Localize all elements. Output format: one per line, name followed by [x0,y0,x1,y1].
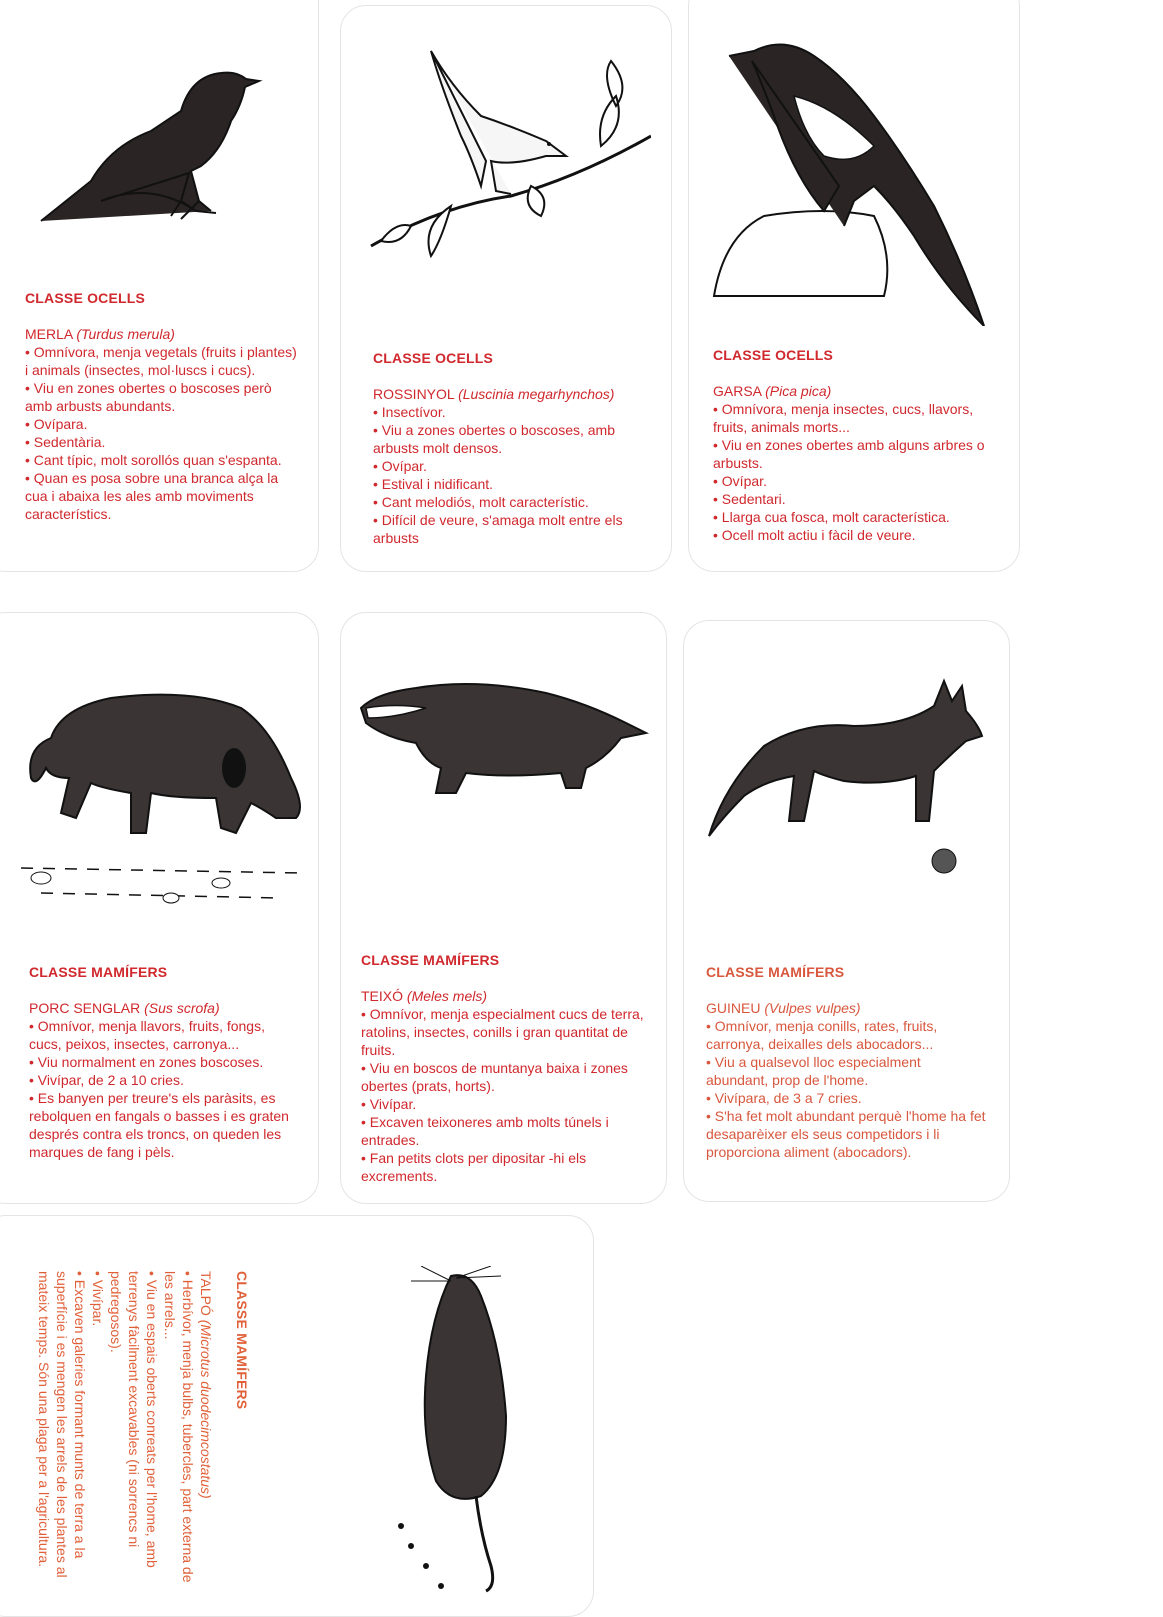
class-label: CLASSE MAMÍFERS [706,964,845,980]
bullet: • Excaven galeries formant munts de terra a la superfície i es mengen les arrels de les plantes al mateix temps. Són una plaga per a l'agricultura. [36,1271,88,1578]
card-porc-senglar [0,612,319,1204]
scientific-name: (Microtus duodecimcostatus) [198,1319,214,1499]
card-teixo [340,612,667,1204]
class-label: CLASSE OCELLS [713,347,834,363]
bullet: • Estival i nidificant. [373,476,494,492]
bullet: • Quan es posa sobre una branca alça la cua i abaixa les ales amb moviments característics. [25,470,279,522]
nightingale-drawing [361,46,651,266]
bullet: • Viu en zones obertes amb alguns arbres o arbusts. [713,437,985,471]
fox-drawing [704,676,984,906]
bullet: • Excaven teixoneres amb molts túnels i entrades. [361,1114,609,1148]
bullet: • Difícil de veure, s'amaga molt entre els arbusts [373,512,623,546]
wild-boar-drawing [21,668,311,928]
bullet: • Es banyen per treure's els paràsits, es rebolquen en fangals o basses i es graten després contra els troncs, on queden les marques de fang i pèls. [29,1090,289,1160]
species-name: TALPÓ [198,1271,214,1316]
card-text [29,963,294,1161]
bullet: • Ocell molt actiu i fàcil de veure. [713,527,916,543]
species-name: TEIXÓ [361,988,404,1004]
bullet: • Sedentari. [713,491,786,507]
magpie-drawing [704,36,994,326]
bullet: • Omnívor, menja conills, rates, fruits, carronya, deixalles dels abocadors... [706,1018,938,1052]
scientific-name: (Turdus merula) [76,326,175,342]
card-garsa [688,0,1020,572]
bullet: • Viu a qualsevol lloc especialment abundant, prop de l'home. [706,1054,921,1088]
scientific-name: (Luscinia megarhynchos) [458,386,615,402]
badger-drawing [356,663,656,813]
scientific-name: (Meles mels) [406,988,488,1004]
card-text [373,349,648,547]
bullet: • S'ha fet molt abundant perquè l'home ha fet desaparèixer els seus competidors i li proporciona aliment (abocadors). [706,1108,986,1160]
bullet: • Omnívor, menja llavors, fruits, fongs, cucs, peixos, insectes, carronya... [29,1018,265,1052]
bullet: • Viu en boscos de muntanya baixa i zones obertes (prats, horts). [361,1060,628,1094]
blackbird-drawing [31,51,271,231]
card-rossinyol [340,5,672,572]
species-name: GARSA [713,383,762,399]
bullet: • Vivípar. [90,1271,106,1327]
card-text [713,346,993,544]
bullet: • Omnívora, menja vegetals (fruits i plantes) i animals (insectes, mol·luscs i cucs). [25,344,297,378]
bullet: • Sedentària. [25,434,106,450]
bullet: • Herbívor, menja bulbs, tubercles, part externa de les arrels... [162,1271,196,1583]
class-label: CLASSE OCELLS [25,290,146,306]
card-text [25,289,300,523]
bullet: • Cant típic, molt sorollós quan s'espanta. [25,452,282,468]
bullet: • Vivípar, de 2 a 10 cries. [29,1072,184,1088]
species-name: ROSSINYOL [373,386,455,402]
class-label: CLASSE MAMÍFERS [361,952,500,968]
card-merla [0,0,319,572]
bullet: • Cant melodiós, molt característic. [373,494,589,510]
bullet: • Viu normalment en zones boscoses. [29,1054,264,1070]
bullet: • Viu a zones obertes o boscoses, amb arbusts molt densos. [373,422,616,456]
bullet: • Vivípar. [361,1096,417,1112]
card-text [35,1271,251,1601]
card-guineu [683,620,1010,1202]
bullet: • Viu en zones obertes o boscoses però amb arbusts abundants. [25,380,272,414]
bullet: • Insectívor. [373,404,446,420]
bullet: • Omnívor, menja especialment cucs de terra, ratolins, insectes, conills i gran quantitat de fruits. [361,1006,644,1058]
bullet: • Fan petits clots per dipositar -hi els excrements. [361,1150,587,1184]
bullet: • Llarga cua fosca, molt característica. [713,509,950,525]
scientific-name: (Vulpes vulpes) [764,1000,861,1016]
card-text [706,963,986,1161]
bullet: • Vivípara, de 3 a 7 cries. [706,1090,862,1106]
card-text [361,951,651,1185]
class-label: CLASSE MAMÍFERS [29,964,168,980]
bullet: • Ovípara. [25,416,88,432]
species-name: GUINEU [706,1000,761,1016]
bullet: • Viu en espais oberts conreats per l'home, amb terrenys fàcilment excavables (ni sorrencs ni pedregosos). [108,1271,160,1568]
species-name: MERLA [25,326,73,342]
scientific-name: (Sus scrofa) [144,1000,220,1016]
card-talpo [0,1215,594,1617]
species-name: PORC SENGLAR [29,1000,141,1016]
class-label: CLASSE OCELLS [373,350,494,366]
scientific-name: (Pica pica) [765,383,832,399]
bullet: • Omnívora, menja insectes, cucs, llavors, fruits, animals morts... [713,401,974,435]
class-label: CLASSE MAMÍFERS [234,1271,250,1410]
bullet: • Ovípar. [373,458,427,474]
bullet: • Ovípar. [713,473,767,489]
vole-drawing [381,1266,541,1596]
